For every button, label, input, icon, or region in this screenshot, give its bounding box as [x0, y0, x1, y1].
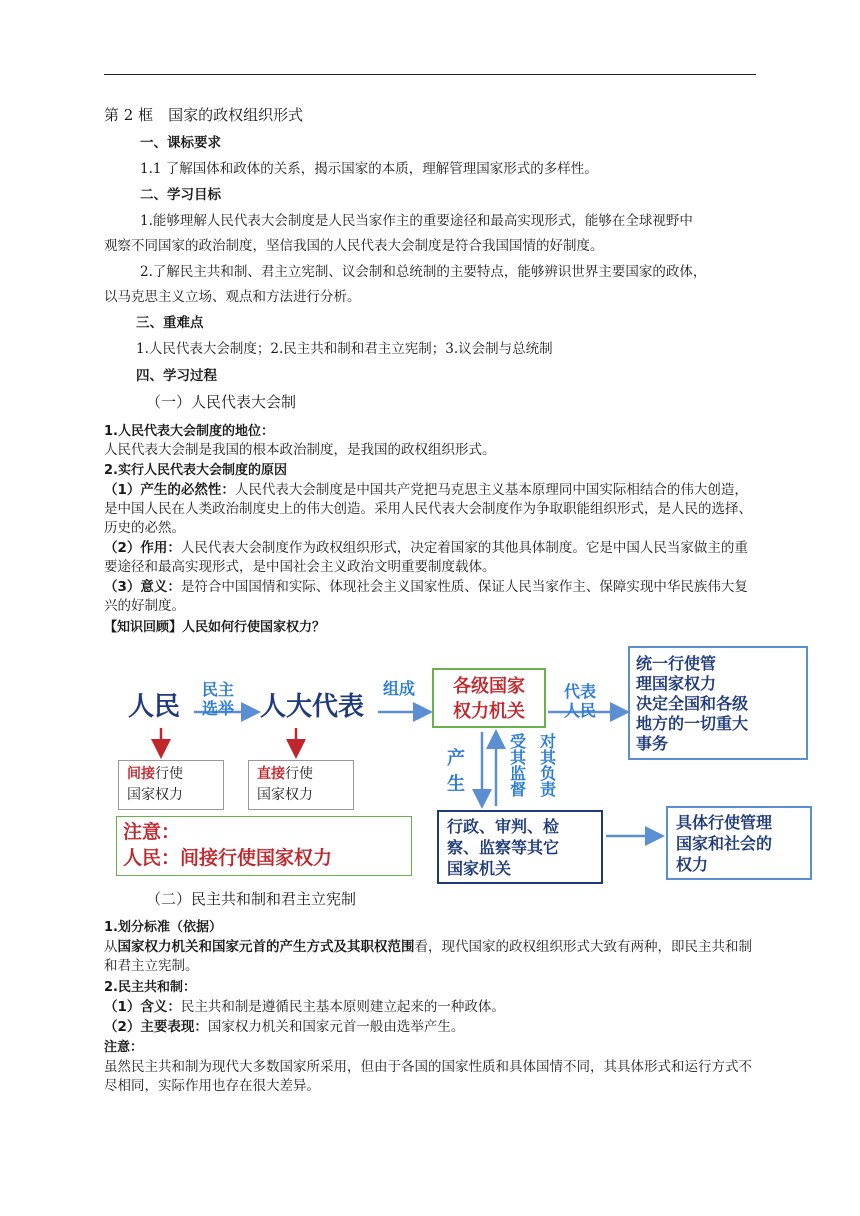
- curriculum-item: 1.1 了解国体和政体的关系，揭示国家的本质，理解管理国家形式的多样性。: [140, 161, 598, 177]
- node-unified-power: 统一行使管 理国家权力 决定全国和各级 地方的一切重大 事务: [628, 646, 808, 760]
- label-supervise: 受其监督: [510, 732, 527, 799]
- reason-necessity: （1）产生的必然性：人民代表大会制度是中国共产党把马克思主义基本原理同中国实际相结合的伟大创造，是中国人民在人类政治制度史上的伟大创造。采用人民代表大会制度作为争取职能组织形式，是人民的选择、历史的必然。: [104, 482, 752, 537]
- node-deputies: 人大代表: [260, 692, 365, 722]
- node-other-organs: 行政、审判、检 察、监察等其它 国家机关: [437, 810, 603, 884]
- criteria-heading: 1.划分标准（依据）: [104, 920, 222, 935]
- header-rule: [104, 74, 756, 75]
- note-heading: 注意：: [104, 1040, 144, 1055]
- node-direct: 直接行使 国家权力: [248, 760, 354, 810]
- note-box: 注意： 人民：间接行使国家权力: [116, 816, 412, 876]
- label-compose: 组成: [383, 679, 416, 698]
- power-diagram: [110, 640, 816, 886]
- node-specific-power: 具体行使管理 国家和社会的 权力: [666, 806, 812, 880]
- note-text: 虽然民主共和制为现代大多数国家所采用，但由于各国的国家性质和具体国情不同，其具体形式和运行方式不尽相同，实际作用也存在很大差异。: [104, 1059, 752, 1095]
- subsection-republic: （二）民主共和制和君主立宪制: [146, 890, 357, 908]
- republic-expression: （2）主要表现：国家权力机关和国家元首一般由选举产生。: [104, 1019, 465, 1035]
- status-text: 人民代表大会制是我国的根本政治制度，是我国的政权组织形式。: [104, 442, 496, 458]
- republic-definition: （1）含义：民主共和制是遵循民主基本原则建立起来的一种政体。: [104, 999, 505, 1015]
- node-indirect: 间接行使 国家权力: [118, 760, 224, 810]
- node-power-organs: 各级国家 权力机关: [432, 668, 546, 728]
- goal2-line2: 以马克思主义立场、观点和方法进行分析。: [104, 289, 361, 305]
- reasons-heading: 2.实行人民代表大会制度的原因: [104, 463, 287, 478]
- label-represent: 代表 人民: [564, 682, 597, 720]
- knowledge-review: 【知识回顾】人民如何行使国家权力？: [104, 620, 326, 635]
- heading-key-points: 三、重难点: [136, 315, 204, 331]
- goal2-line1: 2.了解民主共和制、君主立宪制、议会制和总统制的主要特点，能够辨识世界主要国家的政体，: [140, 264, 707, 280]
- label-elect: 民主 选举: [202, 680, 235, 718]
- heading-goals: 二、学习目标: [140, 187, 221, 203]
- criteria-text: 从国家权力机关和国家元首的产生方式及其职权范围看，现代国家的政权组织形式大致有两种，即民主共和制和君主立宪制。: [104, 939, 752, 975]
- label-responsible: 对其负责: [540, 732, 557, 799]
- node-people: 人民: [128, 692, 181, 722]
- heading-process: 四、学习过程: [136, 368, 217, 384]
- key-points-item: 1.人民代表大会制度；2.民主共和制和君主立宪制；3.议会制与总统制: [136, 341, 553, 357]
- goal1-line1: 1.能够理解人民代表大会制度是人民当家作主的重要途径和最高实现形式，能够在全球视野中: [140, 213, 693, 229]
- republic-heading: 2.民主共和制：: [104, 980, 196, 995]
- section-title: 第 2 框 国家的政权组织形式: [104, 106, 304, 124]
- reason-role: （2）作用：人民代表大会制度作为政权组织形式，决定着国家的其他具体制度。它是中国人民当家做主的重要途径和最高实现形式，是中国社会主义政治文明重要制度载体。: [104, 540, 748, 576]
- subsection-npc: （一）人民代表大会制: [146, 393, 297, 411]
- heading-curriculum: 一、课标要求: [140, 135, 221, 151]
- reason-significance: （3）意义：是符合中国国情和实际、体现社会主义国家性质、保证人民当家作主、保障实现中华民族伟大复兴的好制度。: [104, 579, 748, 615]
- label-produce: 产 生: [447, 748, 465, 795]
- status-heading: 1.人民代表大会制度的地位：: [104, 424, 274, 439]
- goal1-line2: 观察不同国家的政治制度，坚信我国的人民代表大会制度是符合我国国情的好制度。: [104, 238, 604, 254]
